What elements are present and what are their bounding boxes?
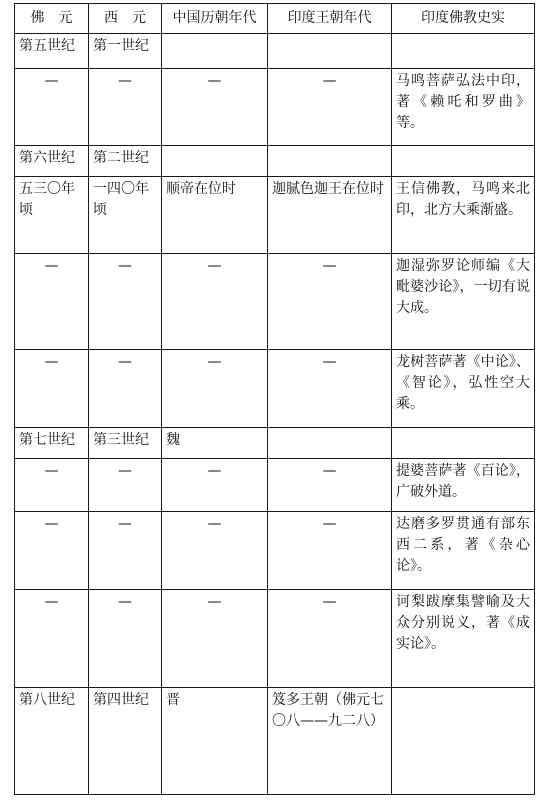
cell-history: 诃梨跋摩集譬喻及大众分别说义，著《成实论》。 — [392, 590, 535, 688]
table-row — [15, 69, 535, 146]
table-row — [15, 688, 535, 795]
cell-indian-dynasty: — — [268, 69, 392, 146]
header-buddhist-history: 印度佛教史实 — [392, 4, 535, 34]
cell-western-era: 第三世纪 — [89, 428, 162, 459]
header-western-era: 西 元 — [89, 4, 162, 34]
table-row — [15, 177, 535, 254]
cell-indian-dynasty: — — [268, 350, 392, 428]
cell-chinese-dynasty: 晋 — [162, 688, 268, 795]
cell-chinese-dynasty: — — [162, 590, 268, 688]
cell-western-era: — — [89, 254, 162, 350]
table-row — [15, 459, 535, 512]
cell-history — [392, 688, 535, 795]
table-row — [15, 34, 535, 69]
cell-buddhist-era: 第六世纪 — [15, 146, 89, 177]
chronology-table — [14, 3, 535, 795]
cell-history: 提婆菩萨著《百论》，广破外道。 — [392, 459, 535, 512]
cell-chinese-dynasty: — — [162, 459, 268, 512]
cell-chinese-dynasty — [162, 146, 268, 177]
table-row — [15, 512, 535, 590]
cell-history: 王信佛教，马鸣来北印，北方大乘渐盛。 — [392, 177, 535, 254]
cell-western-era: 第一世纪 — [89, 34, 162, 69]
cell-history: 龙树菩萨著《中论》、《智论》，弘性空大乘。 — [392, 350, 535, 428]
cell-chinese-dynasty — [162, 34, 268, 69]
header-buddhist-era: 佛 元 — [15, 4, 89, 34]
cell-history — [392, 428, 535, 459]
cell-history: 迦湿弥罗论师编《大毗婆沙论》，一切有说大成。 — [392, 254, 535, 350]
cell-buddhist-era: — — [15, 69, 89, 146]
cell-history: 达磨多罗贯通有部东西二系，著《杂心论》。 — [392, 512, 535, 590]
cell-indian-dynasty — [268, 428, 392, 459]
cell-buddhist-era: — — [15, 350, 89, 428]
cell-indian-dynasty — [268, 34, 392, 69]
cell-buddhist-era: 第八世纪 — [15, 688, 89, 795]
table-row — [15, 350, 535, 428]
cell-western-era: — — [89, 69, 162, 146]
cell-western-era: 一四〇年顷 — [89, 177, 162, 254]
cell-indian-dynasty: — — [268, 459, 392, 512]
cell-chinese-dynasty: — — [162, 69, 268, 146]
cell-chinese-dynasty: 魏 — [162, 428, 268, 459]
cell-buddhist-era: — — [15, 459, 89, 512]
cell-indian-dynasty: — — [268, 254, 392, 350]
cell-indian-dynasty: 迦腻色迦王在位时 — [268, 177, 392, 254]
cell-western-era: — — [89, 512, 162, 590]
cell-chinese-dynasty: — — [162, 254, 268, 350]
header-row — [15, 4, 535, 34]
cell-history — [392, 34, 535, 69]
header-chinese-dynasty: 中国历朝年代 — [162, 4, 268, 34]
cell-buddhist-era: — — [15, 254, 89, 350]
cell-indian-dynasty — [268, 146, 392, 177]
table-row — [15, 146, 535, 177]
cell-indian-dynasty: 笈多王朝（佛元七〇八——九二八） — [268, 688, 392, 795]
cell-western-era: 第四世纪 — [89, 688, 162, 795]
cell-chinese-dynasty: 顺帝在位时 — [162, 177, 268, 254]
cell-chinese-dynasty: — — [162, 512, 268, 590]
header-indian-dynasty: 印度王朝年代 — [268, 4, 392, 34]
cell-indian-dynasty: — — [268, 512, 392, 590]
cell-western-era: — — [89, 459, 162, 512]
cell-indian-dynasty: — — [268, 590, 392, 688]
cell-buddhist-era: 第七世纪 — [15, 428, 89, 459]
cell-buddhist-era: — — [15, 512, 89, 590]
cell-history: 马鸣菩萨弘法中印，著《赖吒和罗曲》等。 — [392, 69, 535, 146]
cell-western-era: — — [89, 350, 162, 428]
cell-buddhist-era: — — [15, 590, 89, 688]
cell-chinese-dynasty: — — [162, 350, 268, 428]
cell-buddhist-era: 第五世纪 — [15, 34, 89, 69]
cell-western-era: — — [89, 590, 162, 688]
cell-history — [392, 146, 535, 177]
table-row — [15, 254, 535, 350]
table-row — [15, 428, 535, 459]
cell-buddhist-era: 五三〇年顷 — [15, 177, 89, 254]
cell-western-era: 第二世纪 — [89, 146, 162, 177]
table-row — [15, 590, 535, 688]
